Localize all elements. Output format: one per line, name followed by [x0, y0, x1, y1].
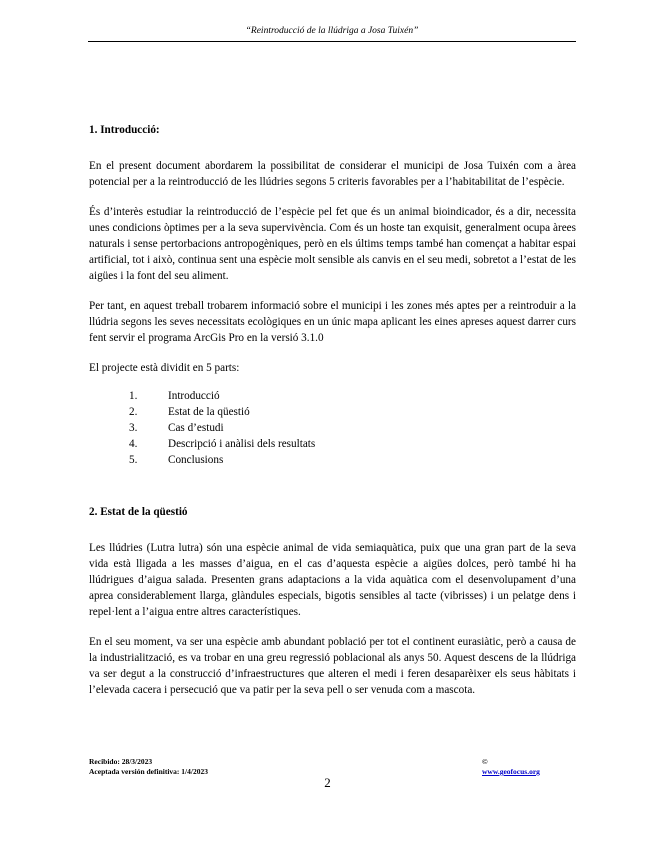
intro-paragraph-3: Per tant, en aquest treball trobarem informació sobre el municipi i les zones més aptes per a reintroduir a la llúdria segons les seves necessitats ecològiques en un únic mapa aplicant les eines apreses aquest darrer curs fent servir el programa ArcGis Pro en la versió 3.1.0 — [89, 300, 576, 344]
list-item-label: Descripció i anàlisi dels resultats — [168, 438, 316, 450]
list-item-number: 1. — [129, 390, 138, 402]
section-heading-state-of-question: 2. Estat de la qüestió — [89, 506, 188, 518]
list-item — [129, 436, 576, 452]
intro-paragraph-4: El projecte està dividit en 5 parts: — [89, 362, 240, 374]
page-body — [89, 118, 576, 698]
list-item-label: Introducció — [168, 390, 220, 402]
accepted-date: Aceptada versión definitiva: 1/4/2023 — [89, 767, 208, 776]
website-link[interactable]: www.geofocus.org — [482, 767, 540, 776]
list-item — [129, 404, 576, 420]
list-item — [129, 388, 576, 404]
list-item-number: 4. — [129, 438, 138, 450]
state-paragraph-2: En el seu moment, va ser una espècie amb abundant població per tot el continent eurasiàtic, però a causa de la industrialització, es va trobar en una greu regressió poblacional als anys 50. Aquest descens de la llúdriga va ser degut a la construcció d’infraestructures que alteren el medi i feren desaparèixer els seus hàbitats i l’elevada cacera i persecució que va patir per la seva pell o ser venuda com a mascota. — [89, 636, 576, 696]
footer-publisher — [482, 757, 540, 777]
copyright-symbol: © — [482, 757, 488, 766]
list-item-number: 3. — [129, 422, 138, 434]
list-item-number: 5. — [129, 454, 138, 466]
intro-paragraph-1: En el present document abordarem la possibilitat de considerar el municipi de Josa Tuixén com a àrea potencial per a la reintroducció de les llúdries segons 5 criteris favorables per a l’habitabilitat de l’espècie. — [89, 160, 576, 188]
list-item-label: Estat de la qüestió — [168, 406, 250, 418]
footer-dates — [89, 757, 208, 777]
list-item — [129, 452, 576, 468]
intro-paragraph-2: És d’interès estudiar la reintroducció de l’espècie pel fet que és un animal bioindicador, és a dir, necessita unes condicions òptimes per a la seva supervivència. Com és un hoste tan exquisit, generalment ocupa àrees naturals i sense pertorbacions antropogèniques, però en els últims temps també han començat a habitar espai artificial, tot i això, continua sent una espècie molt sensible als canvis en el seu medi, sobretot a l’estat de les aigües i la font del seu aliment. — [89, 206, 576, 282]
received-date: Recibido: 28/3/2023 — [89, 757, 153, 766]
state-paragraph-1: Les llúdries (Lutra lutra) són una espècie animal de vida semiaquàtica, puix que una gran part de la seva vida està lligada a les masses d’aigua, en el cas d’aquesta espècie a aigües dolces, però també hi ha llúdrigues d’aigua salada. Presenten grans adaptacions a la vida aquàtica com el desenvolupament d’una aprea considerablement llarga, glàndules especials, bigotis sensibles al tacte (vibrisses) i un pelatge dens i repel·lent a l’aigua entre altres característiques. — [89, 542, 576, 618]
section-heading-introduction: 1. Introducció: — [89, 124, 160, 136]
page-number: 2 — [324, 775, 331, 790]
list-item-number: 2. — [129, 406, 138, 418]
running-title: “Reintroducció de la llúdriga a Josa Tuixén” — [245, 26, 419, 36]
list-item-label: Cas d’estudi — [168, 422, 224, 434]
project-parts-list — [89, 388, 576, 468]
list-item-label: Conclusions — [168, 454, 224, 466]
running-header — [88, 23, 576, 42]
list-item — [129, 420, 576, 436]
